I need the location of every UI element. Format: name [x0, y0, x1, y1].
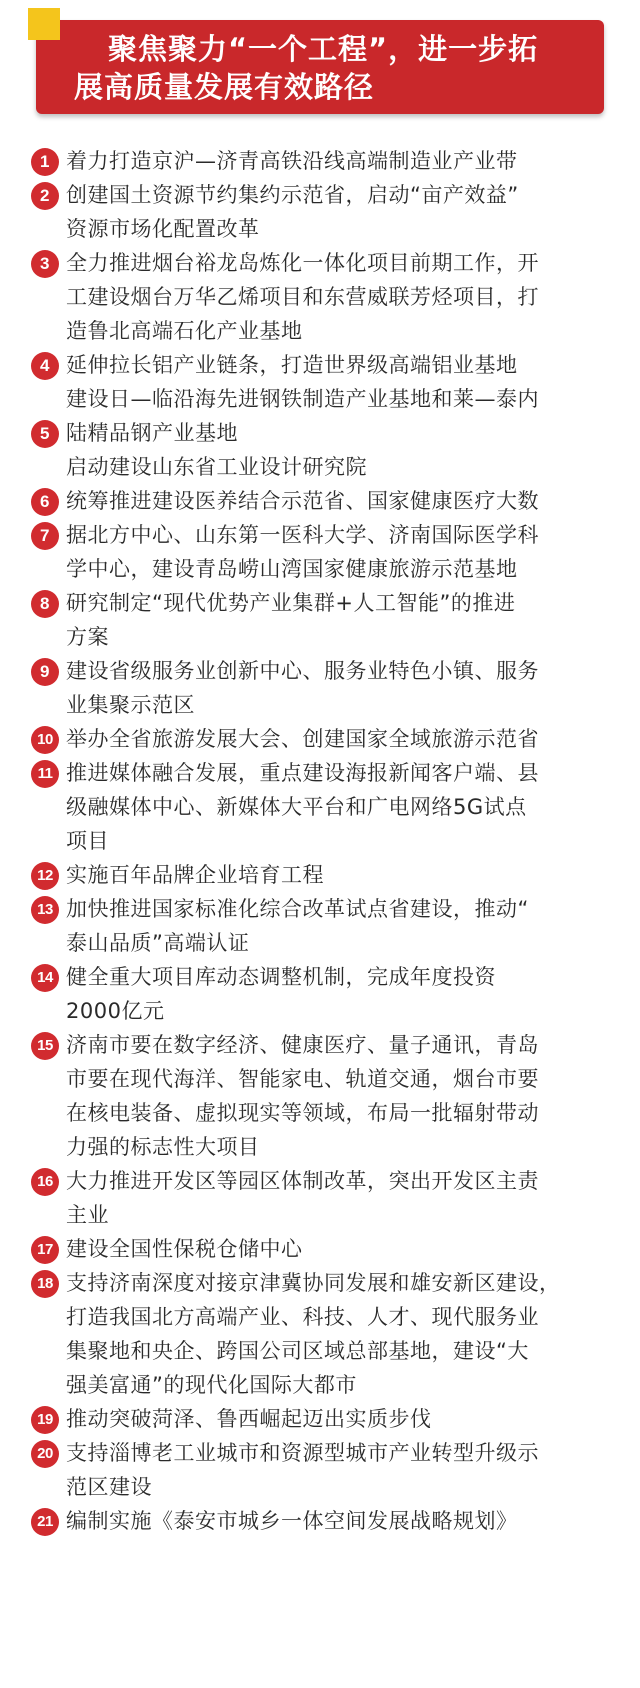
- item-text: [66, 654, 610, 722]
- measures-list: [30, 144, 610, 1538]
- item-text-line: 业集聚示范区: [66, 693, 195, 717]
- item-number-badge: 14: [31, 964, 59, 992]
- item-text-line: 2000亿元: [66, 999, 165, 1023]
- list-item: [30, 416, 610, 484]
- item-text-line: 统筹推进建设医养结合示范省、国家健康医疗大数: [66, 489, 539, 513]
- item-text-line: 推进媒体融合发展，重点建设海报新闻客户端、县: [66, 761, 539, 785]
- item-text: [66, 722, 610, 756]
- list-item: [30, 722, 610, 756]
- item-text-line: 建设日—临沿海先进钢铁制造产业基地和莱—泰内: [66, 387, 539, 411]
- item-text: [66, 1232, 610, 1266]
- item-number-badge: 20: [31, 1440, 59, 1468]
- item-text-line: 着力打造京沪—济青高铁沿线高端制造业产业带: [66, 149, 518, 173]
- header-accent-square: [28, 8, 60, 40]
- item-text: [66, 1266, 610, 1402]
- item-number-badge: 9: [31, 658, 59, 686]
- item-text-line: 级融媒体中心、新媒体大平台和广电网络5G试点: [66, 795, 527, 819]
- item-text-line: 方案: [66, 625, 109, 649]
- list-item: [30, 586, 610, 654]
- list-item: [30, 960, 610, 1028]
- item-text: [66, 1028, 610, 1164]
- list-item: [30, 348, 610, 416]
- list-item: [30, 654, 610, 722]
- item-text-line: 支持淄博老工业城市和资源型城市产业转型升级示: [66, 1441, 539, 1465]
- item-number-badge: 2: [31, 182, 59, 210]
- list-item: [30, 178, 610, 246]
- item-text-line: 据北方中心、山东第一医科大学、济南国际医学科: [66, 523, 539, 547]
- list-item: [30, 892, 610, 960]
- item-text: [66, 144, 610, 178]
- item-number-badge: 5: [31, 420, 59, 448]
- item-text-line: 学中心，建设青岛崂山湾国家健康旅游示范基地: [66, 557, 518, 581]
- header-title: [74, 30, 594, 106]
- item-text-line: 全力推进烟台裕龙岛炼化一体化项目前期工作，开: [66, 251, 539, 275]
- list-item: [30, 1504, 610, 1538]
- item-text: [66, 416, 610, 484]
- item-text-line: 建设省级服务业创新中心、服务业特色小镇、服务: [66, 659, 539, 683]
- header-banner: [36, 20, 604, 114]
- item-text-line: 加快推进国家标准化综合改革试点省建设，推动“: [66, 897, 529, 921]
- item-text: [66, 960, 610, 1028]
- item-text-line: 项目: [66, 829, 109, 853]
- item-number-badge: 4: [31, 352, 59, 380]
- item-number-badge: 15: [31, 1032, 59, 1060]
- item-text: [66, 1402, 610, 1436]
- list-item: [30, 1402, 610, 1436]
- item-number-badge: 18: [31, 1270, 59, 1298]
- item-text: [66, 1504, 610, 1538]
- list-item: [30, 1028, 610, 1164]
- item-number-badge: 16: [31, 1168, 59, 1196]
- item-text-line: 集聚地和央企、跨国公司区域总部基地，建设“大: [66, 1339, 529, 1363]
- item-text: [66, 246, 610, 348]
- list-item: [30, 858, 610, 892]
- item-text-line: 范区建设: [66, 1475, 152, 1499]
- item-number-badge: 19: [31, 1406, 59, 1434]
- item-text-line: 泰山品质”高端认证: [66, 931, 250, 955]
- list-item: [30, 246, 610, 348]
- item-number-badge: 1: [31, 148, 59, 176]
- item-number-badge: 12: [31, 862, 59, 890]
- item-text-line: 工建设烟台万华乙烯项目和东营威联芳烃项目，打: [66, 285, 539, 309]
- item-text-line: 打造我国北方高端产业、科技、人才、现代服务业: [66, 1305, 539, 1329]
- header-title-line1: 聚焦聚力“一个工程”，进一步拓: [108, 32, 539, 66]
- item-text-line: 力强的标志性大项目: [66, 1135, 260, 1159]
- list-item: [30, 144, 610, 178]
- item-text-line: 延伸拉长铝产业链条，打造世界级高端铝业基地: [66, 353, 518, 377]
- item-number-badge: 21: [31, 1508, 59, 1536]
- item-text-line: 推动突破菏泽、鲁西崛起迈出实质步伐: [66, 1407, 432, 1431]
- item-text-line: 启动建设山东省工业设计研究院: [66, 455, 367, 479]
- item-text-line: 编制实施《泰安市城乡一体空间发展战略规划》: [66, 1509, 518, 1533]
- item-text: [66, 348, 610, 416]
- item-text-line: 建设全国性保税仓储中心: [66, 1237, 303, 1261]
- list-item: [30, 1164, 610, 1232]
- item-text: [66, 756, 610, 858]
- item-text-line: 造鲁北高端石化产业基地: [66, 319, 303, 343]
- item-number-badge: 11: [31, 760, 59, 788]
- list-item: [30, 484, 610, 518]
- item-number-badge: 3: [31, 250, 59, 278]
- item-text-line: 市要在现代海洋、智能家电、轨道交通，烟台市要: [66, 1067, 539, 1091]
- item-text: [66, 858, 610, 892]
- header-title-line2: 展高质量发展有效路径: [74, 70, 375, 104]
- item-text-line: 举办全省旅游发展大会、创建国家全域旅游示范省: [66, 727, 539, 751]
- list-item: [30, 1232, 610, 1266]
- list-item: [30, 1266, 610, 1402]
- item-text: [66, 178, 610, 246]
- item-text-line: 大力推进开发区等园区体制改革，突出开发区主责: [66, 1169, 539, 1193]
- item-text: [66, 892, 610, 960]
- list-item: [30, 1436, 610, 1504]
- item-text-line: 陆精品钢产业基地: [66, 421, 238, 445]
- list-item: [30, 518, 610, 586]
- item-text-line: 研究制定“现代优势产业集群+人工智能”的推进: [66, 591, 516, 615]
- item-text-line: 济南市要在数字经济、健康医疗、量子通讯，青岛: [66, 1033, 539, 1057]
- item-text: [66, 1436, 610, 1504]
- item-text: [66, 586, 610, 654]
- item-text: [66, 484, 610, 518]
- item-text: [66, 518, 610, 586]
- list-item: [30, 756, 610, 858]
- item-text-line: 实施百年品牌企业培育工程: [66, 863, 324, 887]
- item-text-line: 资源市场化配置改革: [66, 217, 260, 241]
- item-text: [66, 1164, 610, 1232]
- item-number-badge: 8: [31, 590, 59, 618]
- item-number-badge: 10: [31, 726, 59, 754]
- item-number-badge: 6: [31, 488, 59, 516]
- item-text-line: 健全重大项目库动态调整机制，完成年度投资: [66, 965, 496, 989]
- item-text-line: 支持济南深度对接京津冀协同发展和雄安新区建设，: [66, 1271, 561, 1295]
- item-text-line: 在核电装备、虚拟现实等领域，布局一批辐射带动: [66, 1101, 539, 1125]
- item-number-badge: 17: [31, 1236, 59, 1264]
- item-text-line: 主业: [66, 1203, 109, 1227]
- item-text-line: 创建国土资源节约集约示范省，启动“亩产效益”: [66, 183, 519, 207]
- item-text-line: 强美富通”的现代化国际大都市: [66, 1373, 357, 1397]
- item-number-badge: 13: [31, 896, 59, 924]
- item-number-badge: 7: [31, 522, 59, 550]
